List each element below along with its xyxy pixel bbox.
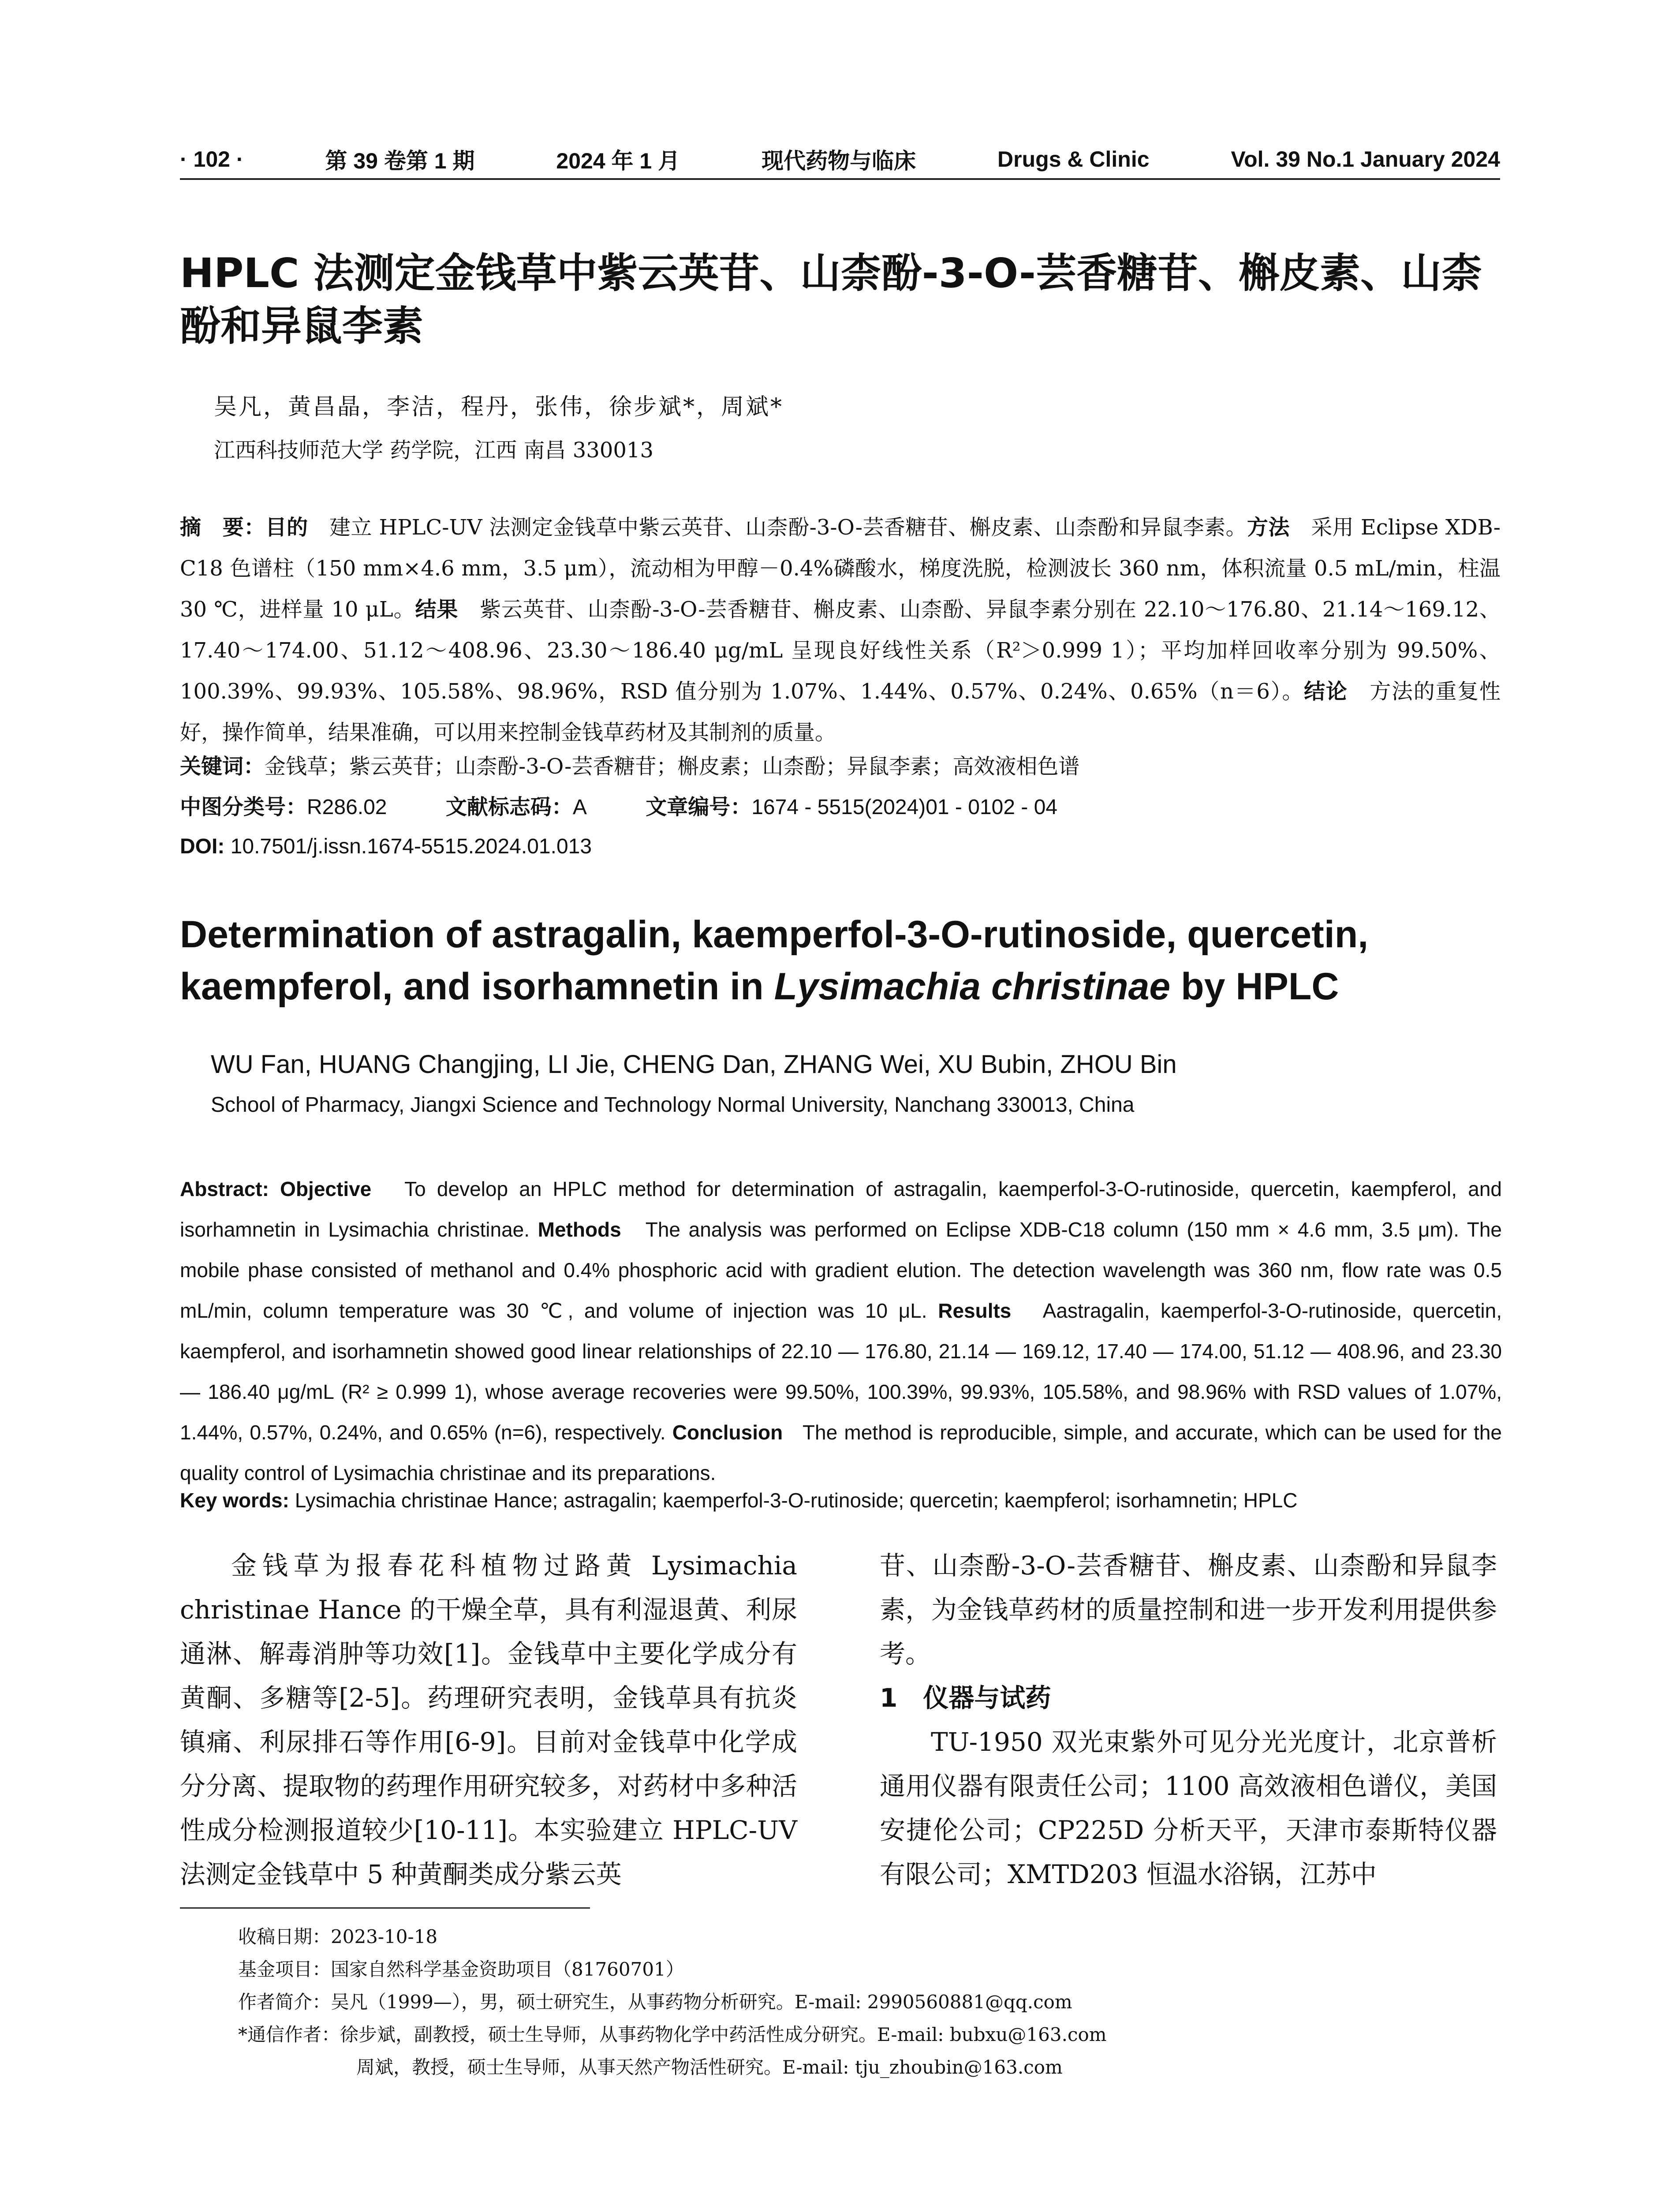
chinese-title: HPLC 法测定金钱草中紫云英苷、山柰酚-3-O-芸香糖苷、槲皮素、山柰酚和异鼠李素 <box>180 250 1482 350</box>
chinese-authors: 吴凡，黄昌晶，李洁，程丹，张伟，徐步斌*，周斌* <box>214 394 784 420</box>
running-header <box>180 140 1500 178</box>
footnote-rule <box>180 1907 590 1909</box>
body-paragraph-right-2: TU-1950 双光束紫外可见分光光度计，北京普析通用仪器有限责任公司；1100 高效液相色谱仪，美国安捷伦公司；CP225D 分析天平，天津市泰斯特仪器有限公司；XMTD203 恒温水浴锅，江苏中 <box>880 1727 1497 1889</box>
keywords-label-en: Key words: <box>180 1489 289 1512</box>
english-keywords <box>180 1485 1502 1516</box>
doc-code-value: A <box>572 796 587 819</box>
footnote-fund: 基金项目：国家自然科学基金资助项目（81760701） <box>238 1958 684 1980</box>
objective-label-cn: 目的 <box>265 515 308 540</box>
footnote-corresponding-1: *通信作者：徐步斌，副教授，硕士生导师，从事药物化学中药活性成分研究。E-mail: bubxu@163.com <box>238 2024 1107 2045</box>
keywords-label-cn: 关键词： <box>180 754 265 779</box>
article-number-value: 1674 - 5515(2024)01 - 0102 - 04 <box>751 796 1058 819</box>
chinese-affiliation: 江西科技师范大学 药学院，江西 南昌 330013 <box>214 438 654 463</box>
conclusion-text-cn: 方法的重复性好，操作简单，结果准确，可以用来控制金钱草药材及其制剂的质量。 <box>180 679 1501 745</box>
conclusion-label-en: Conclusion <box>672 1421 783 1444</box>
english-abstract <box>180 1169 1502 1493</box>
classification-line <box>180 794 1501 821</box>
results-text-en: Aastragalin, kaemperfol-3-O-rutinoside, quercetin, kaempferol, and isorhamnetin showed good linear relationships of 22.10 — 176.80, 21.14 — 169.12, 17.40 — 174.00, 51.12 — 408.96, and 23.30 — 186.40 μg/mL (R² ≥ 0.999 1), whose average recoveries were 99.50%, 100.39%, 99.93%, 105.58%, and 98.96% with RSD values of 1.07%, 1.44%, 0.57%, 0.24%, and 0.65% (n=6), respectively. <box>180 1299 1502 1444</box>
clc-label: 中图分类号： <box>180 795 307 819</box>
keywords-text-en: Lysimachia christinae Hance; astragalin; kaemperfol-3-O-rutinoside; quercetin; kaempferol; isorhamnetin; HPLC <box>295 1489 1298 1512</box>
section-heading-1: 1 仪器与试药 <box>880 1683 1051 1713</box>
body-paragraph-right-1: 苷、山柰酚-3-O-芸香糖苷、槲皮素、山柰酚和异鼠李素，为金钱草药材的质量控制和进一步开发利用提供参考。 <box>880 1551 1497 1669</box>
english-title-species: Lysimachia christinae <box>774 965 1171 1008</box>
doi-value: 10.7501/j.issn.1674-5515.2024.01.013 <box>230 835 592 858</box>
footnote-received: 收稿日期：2023-10-18 <box>238 1926 438 1947</box>
doc-code-label: 文献标志码： <box>445 795 573 819</box>
english-title-part-1: Determination of astragalin, kaemperfol-3-O-rutinoside, quercetin, kaempferol, and isorhamnetin in <box>180 913 1369 1008</box>
english-affiliation: School of Pharmacy, Jiangxi Science and Technology Normal University, Nanchang 330013, China <box>211 1093 1135 1117</box>
abstract-label-cn: 摘 要： <box>180 515 265 540</box>
methods-label-cn: 方法 <box>1247 515 1290 540</box>
results-label-cn: 结果 <box>415 597 459 622</box>
chinese-keywords <box>180 753 1501 780</box>
issue-en: Vol. 39 No.1 January 2024 <box>1231 147 1500 172</box>
footnote-author: 作者简介：吴凡（1999—），男，硕士研究生，从事药物分析研究。E-mail: 2990560881@qq.com <box>238 1991 1072 2013</box>
clc-value: R286.02 <box>307 796 387 819</box>
doi-label: DOI: <box>180 835 225 858</box>
english-authors: WU Fan, HUANG Changjing, LI Jie, CHENG Dan, ZHANG Wei, XU Bubin, ZHOU Bin <box>211 1050 1177 1079</box>
chinese-abstract <box>180 507 1501 753</box>
methods-text-en: The analysis was performed on Eclipse XDB-C18 column (150 mm × 4.6 mm, 3.5 μm). The mobile phase consisted of methanol and 0.4% phosphoric acid with gradient elution. The detection wavelength was 360 nm, flow rate was 0.5 mL/min, column temperature was 30 ℃, and volume of injection was 10 μL. <box>180 1218 1502 1322</box>
body-column-right <box>880 1544 1497 1896</box>
objective-label-en: Objective <box>280 1177 372 1200</box>
doi-line <box>180 833 1501 860</box>
article-number-label: 文章编号： <box>646 795 752 819</box>
methods-label-en: Methods <box>538 1218 621 1241</box>
objective-text-en: To develop an HPLC method for determination of astragalin, kaemperfol-3-O-rutinoside, quercetin, kaempferol, and isorhamnetin in Lysimachia christinae. <box>180 1177 1502 1241</box>
abstract-label-en: Abstract: <box>180 1177 269 1200</box>
date-cn: 2024 年 1 月 <box>556 149 680 173</box>
page-number: · 102 · <box>180 147 244 172</box>
english-title-part-2: by HPLC <box>1170 965 1339 1008</box>
body-column-left: 金钱草为报春花科植物过路黄 Lysimachia christinae Hance 的干燥全草，具有利湿退黄、利尿通淋、解毒消肿等功效[1]。金钱草中主要化学成分有黄酮、多糖等[2-5]。药理研究表明，金钱草具有抗炎镇痛、利尿排石等作用[6-9]。目前对金钱草中化学成分分离、提取物的药理作用研究较多，对药材中多种活性成分检测报道较少[10-11]。本实验建立 HPLC-UV 法测定金钱草中 5 种黄酮类成分紫云英 <box>180 1551 797 1889</box>
conclusion-label-cn: 结论 <box>1304 679 1348 704</box>
objective-text-cn: 建立 HPLC-UV 法测定金钱草中紫云英苷、山柰酚-3-O-芸香糖苷、槲皮素、山柰酚和异鼠李素。 <box>329 515 1247 540</box>
results-text-cn: 紫云英苷、山柰酚-3-O-芸香糖苷、槲皮素、山柰酚、异鼠李素分别在 22.10～176.80、21.14～169.12、17.40～174.00、51.12～408.96、23.30～186.40 μg/mL 呈现良好线性关系（R²＞0.999 1）；平均加样回收率分别为 99.50%、100.39%、99.93%、105.58%、98.96%，RSD 值分别为 1.07%、1.44%、0.57%、0.24%、0.65%（n＝6）。 <box>180 597 1501 704</box>
journal-name-en: Drugs & Clinic <box>997 147 1150 172</box>
methods-text-cn: 采用 Eclipse XDB-C18 色谱柱（150 mm×4.6 mm，3.5 μm），流动相为甲醇－0.4%磷酸水，梯度洗脱，检测波长 360 nm，体积流量 0.5 mL/min，柱温 30 ℃，进样量 10 μL。 <box>180 515 1501 622</box>
results-label-en: Results <box>938 1299 1012 1322</box>
journal-name-cn: 现代药物与临床 <box>762 148 916 174</box>
conclusion-text-en: The method is reproducible, simple, and accurate, which can be used for the quality control of Lysimachia christinae and its preparations. <box>180 1421 1502 1484</box>
keywords-text-cn: 金钱草；紫云英苷；山柰酚-3-O-芸香糖苷；槲皮素；山柰酚；异鼠李素；高效液相色谱 <box>265 754 1080 779</box>
footnote-corresponding-2: 周斌，教授，硕士生导师，从事天然产物活性研究。E-mail: tju_zhoubin@163.com <box>356 2056 1063 2078</box>
english-title <box>180 908 1503 1013</box>
footnotes <box>238 1921 1107 2084</box>
issue-cn: 第 39 卷第 1 期 <box>325 149 475 173</box>
header-rule <box>180 178 1500 180</box>
